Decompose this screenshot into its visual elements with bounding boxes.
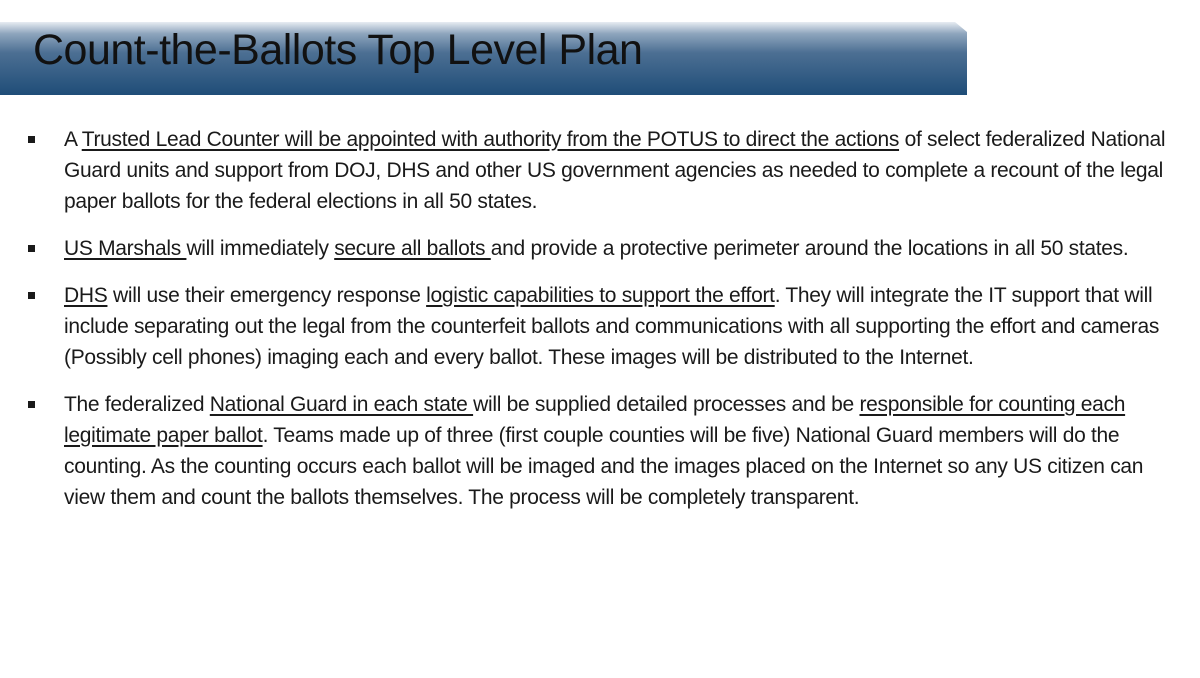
square-bullet-icon [28, 136, 35, 143]
underlined-text: Trusted Lead Counter will be appointed with authority from the POTUS to direct the actions [81, 128, 900, 151]
underlined-text: secure all ballots [334, 237, 491, 260]
square-bullet-icon [28, 401, 35, 408]
slide-title: Count-the-Ballots Top Level Plan [33, 26, 643, 74]
underlined-text: responsible for counting each legitimate paper ballot [64, 393, 1126, 447]
bullet-item-trusted-lead-counter [28, 124, 1178, 217]
text-segment: . They will integrate the IT support that will include separating out the legal from the counterfeit ballots and communications with all supporting the effort and cameras (Possibly cell phones) imaging each and every ballot. These images will be distributed to the Internet. [64, 284, 1160, 369]
bullet-list [28, 124, 1178, 529]
underlined-text: US Marshals [64, 237, 187, 260]
text-segment: will be supplied detailed processes and be [473, 393, 860, 416]
text-segment: . Teams made up of three (first couple counties will be five) National Guard members will do the counting. As the counting occurs each ballot will be imaged and the images placed on the Internet so any US citizen can view them and count the ballots themselves. The process will be completely transparent. [64, 424, 1144, 509]
text-segment: will use their emergency response [107, 284, 427, 307]
bullet-item-us-marshals [28, 233, 1178, 264]
underlined-text: DHS [64, 284, 108, 307]
square-bullet-icon [28, 245, 35, 252]
bullet-item-dhs [28, 280, 1178, 373]
underlined-text: logistic capabilities to support the effort [426, 284, 775, 307]
text-segment: of select federalized National Guard units and support from DOJ, DHS and other US government agencies as needed to complete a recount of the legal paper ballots for the federal elections in all 50 states. [64, 128, 1166, 213]
underlined-text: National Guard in each state [209, 393, 474, 416]
text-segment: The federalized [64, 393, 210, 416]
text-segment: will immediately [186, 237, 335, 260]
square-bullet-icon [28, 292, 35, 299]
text-segment: A [64, 128, 82, 151]
bullet-item-national-guard [28, 389, 1178, 513]
text-segment: and provide a protective perimeter around the locations in all 50 states. [490, 237, 1129, 260]
